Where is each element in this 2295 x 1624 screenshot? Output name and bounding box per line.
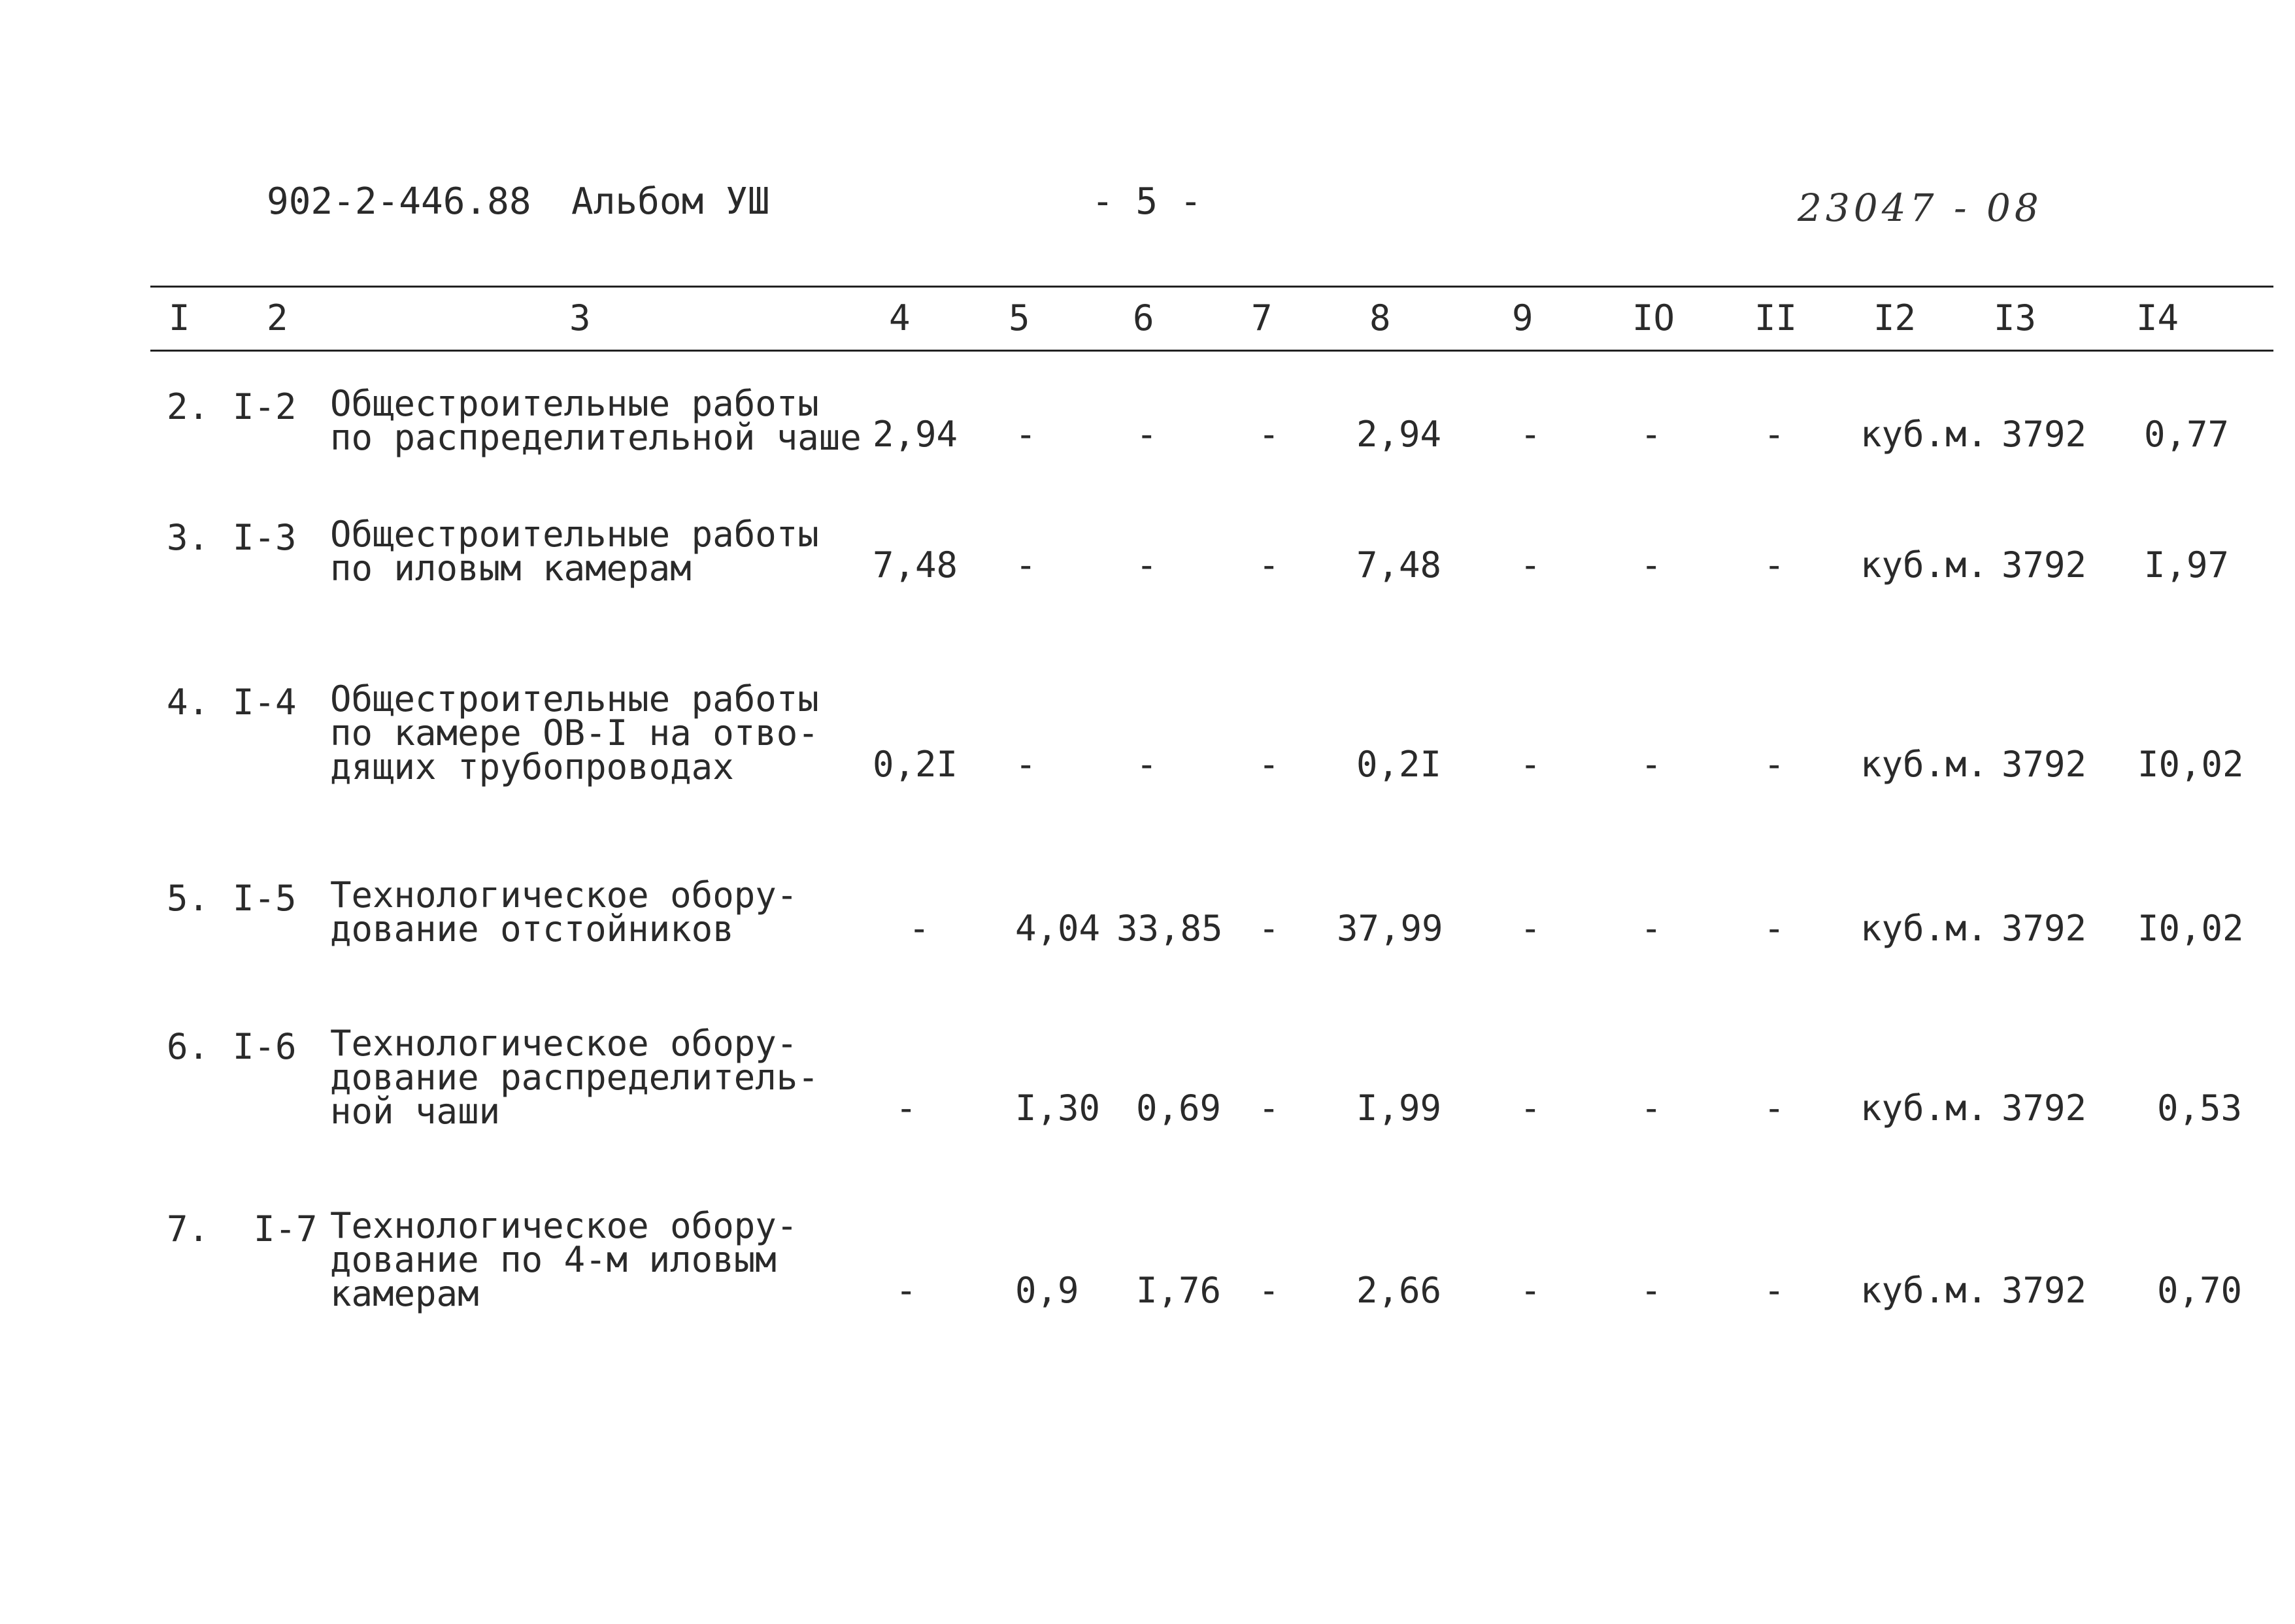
row-code: I-5 <box>233 878 297 919</box>
cell-col7: - <box>1258 1087 1280 1129</box>
cell-col9: - <box>1520 414 1541 455</box>
cell-col14: 0,70 <box>2157 1270 2243 1311</box>
cell-col13: 3792 <box>2002 414 2087 455</box>
column-number-8: 8 <box>1369 297 1391 339</box>
cell-col8: I,99 <box>1356 1087 1442 1129</box>
cell-col5: - <box>1015 544 1037 586</box>
cell-unit: куб.м. <box>1860 414 1988 455</box>
cell-col8: 7,48 <box>1356 544 1442 586</box>
cell-col8: 2,66 <box>1356 1270 1442 1311</box>
row-description: Технологическое обору- дование по 4-м иловым камерам <box>330 1205 798 1314</box>
cell-col13: 3792 <box>2002 1270 2087 1311</box>
cell-col14: 0,53 <box>2157 1087 2243 1129</box>
column-number-6: 6 <box>1133 297 1154 339</box>
cell-col11: - <box>1764 908 1785 949</box>
table-top-rule <box>150 286 2273 288</box>
cell-col6: - <box>1136 544 1158 586</box>
cell-col7: - <box>1258 908 1280 949</box>
cell-col8: 2,94 <box>1356 414 1442 455</box>
row-number: 5. <box>167 878 210 919</box>
cell-col6: 33,85 <box>1116 908 1223 949</box>
cell-col9: - <box>1520 544 1541 586</box>
cell-col4: - <box>896 1270 917 1311</box>
cell-col11: - <box>1764 414 1785 455</box>
cell-col4: - <box>909 908 930 949</box>
cell-col10: - <box>1641 1087 1662 1129</box>
row-number: 6. <box>167 1026 210 1067</box>
cell-col11: - <box>1764 1270 1785 1311</box>
cell-col5: - <box>1015 414 1037 455</box>
cell-col14: I0,02 <box>2137 744 2244 785</box>
column-number-7: 7 <box>1251 297 1273 339</box>
cell-col4: 7,48 <box>873 544 958 586</box>
row-code: I-4 <box>233 682 297 723</box>
cell-col13: 3792 <box>2002 908 2087 949</box>
cell-col8: 37,99 <box>1337 908 1443 949</box>
row-number: 3. <box>167 517 210 558</box>
row-number: 2. <box>167 386 210 427</box>
column-number-11: II <box>1754 297 1798 339</box>
cell-col9: - <box>1520 908 1541 949</box>
row-code: I-2 <box>233 386 297 427</box>
row-number: 4. <box>167 682 210 723</box>
column-number-5: 5 <box>1009 297 1030 339</box>
cell-col6: 0,69 <box>1136 1087 1222 1129</box>
cell-col14: I,97 <box>2144 544 2230 586</box>
cell-col11: - <box>1764 544 1785 586</box>
cell-col13: 3792 <box>2002 544 2087 586</box>
column-number-10: IO <box>1632 297 1675 339</box>
row-code: I-7 <box>254 1208 318 1250</box>
cell-unit: куб.м. <box>1860 908 1988 949</box>
cell-col9: - <box>1520 1270 1541 1311</box>
cell-col10: - <box>1641 414 1662 455</box>
cell-col14: I0,02 <box>2137 908 2244 949</box>
cell-unit: куб.м. <box>1860 744 1988 785</box>
cell-col5: - <box>1015 744 1037 785</box>
cell-col4: 2,94 <box>873 414 958 455</box>
row-description: Общестроительные работы по распределительной чаше <box>330 383 862 458</box>
row-code: I-6 <box>233 1026 297 1067</box>
page-number: - 5 - <box>1092 180 1202 223</box>
column-number-1: I <box>169 297 190 339</box>
cell-col14: 0,77 <box>2144 414 2230 455</box>
table-header-rule <box>150 350 2273 352</box>
cell-col7: - <box>1258 544 1280 586</box>
cell-col5: 0,9 <box>1015 1270 1079 1311</box>
document-code: 902-2-446.88 <box>267 180 531 223</box>
cell-unit: куб.м. <box>1860 1270 1988 1311</box>
column-number-13: I3 <box>1994 297 2037 339</box>
row-description: Общестроительные работы по камере OB-I на отво- дящих трубопроводах <box>330 678 819 787</box>
handwritten-inventory-number: 23047 - 08 <box>1798 186 2043 230</box>
cell-col5: I,30 <box>1015 1087 1101 1129</box>
row-description: Общестроительные работы по иловым камерам <box>330 514 819 589</box>
row-description: Технологическое обору- дование отстойников <box>330 874 798 950</box>
cell-col13: 3792 <box>2002 744 2087 785</box>
cell-col9: - <box>1520 1087 1541 1129</box>
column-number-9: 9 <box>1512 297 1533 339</box>
cell-col11: - <box>1764 744 1785 785</box>
cell-col7: - <box>1258 414 1280 455</box>
row-description: Технологическое обору- дование распределитель- ной чаши <box>330 1023 819 1132</box>
cell-col10: - <box>1641 908 1662 949</box>
cell-col10: - <box>1641 544 1662 586</box>
cell-col10: - <box>1641 1270 1662 1311</box>
column-number-3: 3 <box>569 297 591 339</box>
row-code: I-3 <box>233 517 297 558</box>
cell-col8: 0,2I <box>1356 744 1442 785</box>
row-number: 7. <box>167 1208 210 1250</box>
cell-col11: - <box>1764 1087 1785 1129</box>
cell-unit: куб.м. <box>1860 544 1988 586</box>
album-label: Альбом УШ <box>571 180 770 223</box>
cell-col13: 3792 <box>2002 1087 2087 1129</box>
cell-col5: 4,04 <box>1015 908 1101 949</box>
cell-col4: 0,2I <box>873 744 958 785</box>
cell-col6: - <box>1136 744 1158 785</box>
cell-col9: - <box>1520 744 1541 785</box>
cell-col7: - <box>1258 744 1280 785</box>
cell-col6: - <box>1136 414 1158 455</box>
column-number-4: 4 <box>889 297 911 339</box>
column-number-2: 2 <box>267 297 288 339</box>
column-number-14: I4 <box>2136 297 2179 339</box>
cell-col6: I,76 <box>1136 1270 1222 1311</box>
cell-col7: - <box>1258 1270 1280 1311</box>
cell-col4: - <box>896 1087 917 1129</box>
cell-col10: - <box>1641 744 1662 785</box>
cell-unit: куб.м. <box>1860 1087 1988 1129</box>
column-number-12: I2 <box>1873 297 1917 339</box>
